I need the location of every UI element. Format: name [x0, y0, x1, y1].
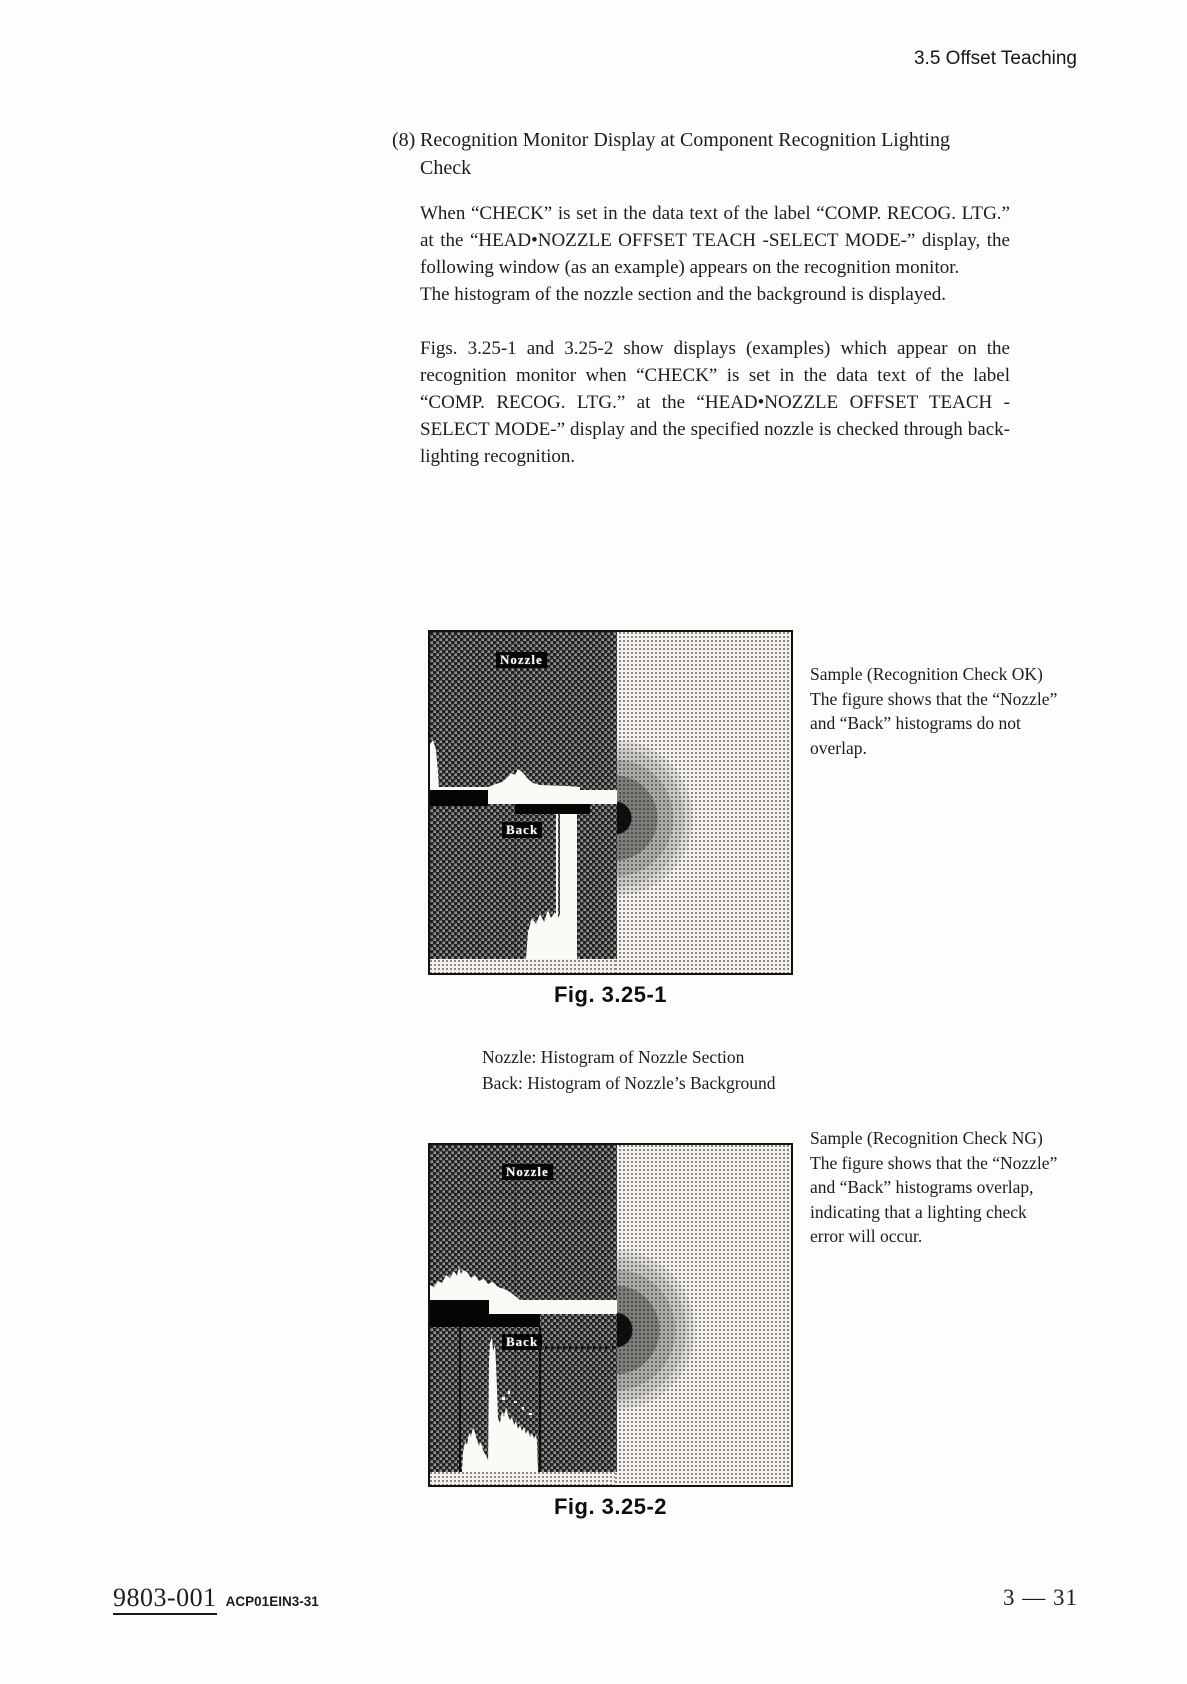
nozzle-label: Nozzle [502, 1164, 553, 1180]
note-line: Sample (Recognition Check OK) [810, 664, 1043, 684]
document-code: ACP01EIN3-31 [225, 1594, 319, 1609]
running-header: 3.5 Offset Teaching [913, 48, 1077, 69]
back-label: Back [502, 822, 542, 838]
monitor-background-area [615, 632, 791, 973]
nozzle-tip-silhouette [615, 1145, 791, 1485]
section-number: (8) [392, 129, 416, 151]
nozzle-tip-silhouette [615, 632, 791, 973]
nozzle-label: Nozzle [496, 652, 547, 668]
figure-caption: Fig. 3.25-2 [553, 1494, 668, 1519]
document-number: 9803-001 [113, 1583, 217, 1615]
body-text-block [420, 200, 1010, 470]
nozzle-histogram [430, 1145, 617, 1300]
threshold-band-white [488, 790, 617, 804]
page-number: 3 — 31 [1003, 1585, 1078, 1610]
monitor-background-area [615, 1145, 791, 1485]
note-line: overlap. [810, 737, 867, 758]
note-line: and “Back” histograms overlap, [810, 1177, 1034, 1197]
threshold-band-black [430, 1300, 489, 1314]
footer [113, 1583, 319, 1613]
back-histogram [430, 814, 617, 959]
legend-line-back: Back: Histogram of Nozzle’s Background [482, 1073, 776, 1093]
figure-monitor-display-ng [428, 1143, 793, 1487]
figure-note-ng [810, 1126, 1060, 1249]
back-label: Back [502, 1334, 542, 1350]
note-line: The figure shows that the “Nozzle” [810, 688, 1058, 709]
monitor-histogram-area [430, 632, 617, 959]
section-title [420, 126, 950, 182]
figure-monitor-display-ok [428, 630, 793, 975]
threshold-band-marker [515, 804, 590, 814]
note-line: and “Back” histograms do not [810, 713, 1021, 733]
section-title-line-1: Recognition Monitor Display at Component Recognition Lighting [420, 129, 950, 151]
figure-note-ok [810, 662, 1060, 760]
section-heading [392, 126, 1032, 182]
body-paragraph: Figs. 3.25-1 and 3.25-2 show displays (examples) which appear on the recognition monitor when “CHECK” is set in the data text of the label “COMP. RECOG. LTG.” at the “HEAD•NOZZLE OFFSET TEACH -SELECT MODE-” display and the specified nozzle is checked through back-lighting recognition. [420, 338, 1010, 467]
note-line: error will occur. [810, 1226, 923, 1246]
body-paragraph: The histogram of the nozzle section and the background is displayed. [420, 284, 947, 305]
nozzle-histogram [430, 632, 617, 790]
section-title-line-2: Check [420, 157, 472, 179]
threshold-band-white [489, 1300, 617, 1314]
back-dotted-line [538, 1346, 616, 1349]
threshold-band-marker [430, 1314, 540, 1327]
note-line: Sample (Recognition Check NG) [810, 1128, 1043, 1148]
body-paragraph: When “CHECK” is set in the data text of the label “COMP. RECOG. LTG.” at the “HEAD•NOZZLE OFFSET TEACH -SELECT MODE-” display, the following window (as an example) appears on the recognition monitor. [420, 203, 1010, 278]
threshold-band-black [430, 790, 488, 806]
note-line: indicating that a lighting check [810, 1201, 1027, 1222]
note-line: The figure shows that the “Nozzle” [810, 1152, 1058, 1173]
legend-line-nozzle: Nozzle: Histogram of Nozzle Section [482, 1047, 745, 1067]
figure-caption: Fig. 3.25-1 [553, 982, 668, 1007]
histogram-legend [482, 1044, 776, 1096]
monitor-histogram-area [430, 1145, 617, 1472]
